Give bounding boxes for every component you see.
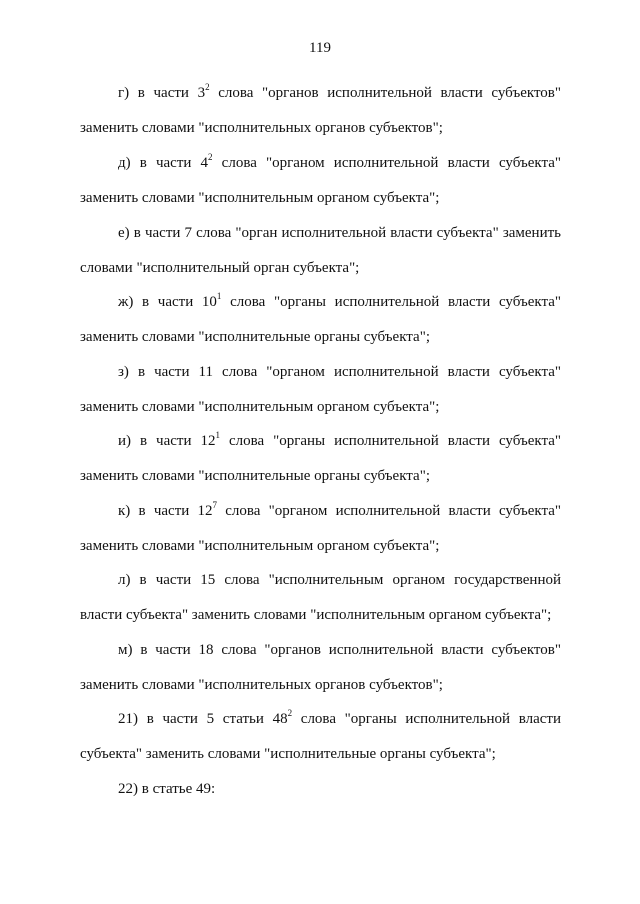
page-number: 119: [309, 40, 331, 56]
paragraph-i: и) в части $12^1$ слова "органы исполнительной власти субъекта" заменить словами "исполнительные органы субъекта";: [80, 430, 562, 484]
paragraph-21: 21) в части 5 статьи $48^2$ слова "органы исполнительной власти субъекта" заменить словами "исполнительные органы субъекта";: [80, 708, 562, 762]
paragraph-g: г) в части $3^2$ слова "органов исполнительной власти субъектов" заменить словами "исполнительных органов субъектов";: [80, 82, 562, 136]
paragraph-22: 22) в статье 49:: [118, 781, 216, 797]
paragraph-d: д) в части $4^2$ слова "органом исполнительной власти субъекта" заменить словами "исполнительным органом субъекта";: [80, 152, 562, 206]
paragraph-zh: ж) в части $10^1$ слова "органы исполнительной власти субъекта" заменить словами "исполнительные органы субъекта";: [80, 291, 561, 345]
paragraph-e: е) в части 7 слова "орган исполнительной власти субъекта" заменить словами "исполнительный орган субъекта";: [80, 225, 561, 276]
paragraph-m: м) в части 18 слова "органов исполнительной власти субъектов" заменить словами "исполнительных органов субъектов";: [80, 642, 561, 693]
paragraph-z: з) в части 11 слова "органом исполнительной власти субъекта" заменить словами "исполнительным органом субъекта";: [80, 364, 561, 415]
paragraph-l: л) в части 15 слова "исполнительным органом государственной власти субъекта" заменить словами "исполнительным органом субъекта";: [80, 572, 561, 623]
paragraph-k: к) в части $12^7$ слова "органом исполнительной власти субъекта" заменить словами "исполнительным органом субъекта";: [80, 500, 561, 554]
